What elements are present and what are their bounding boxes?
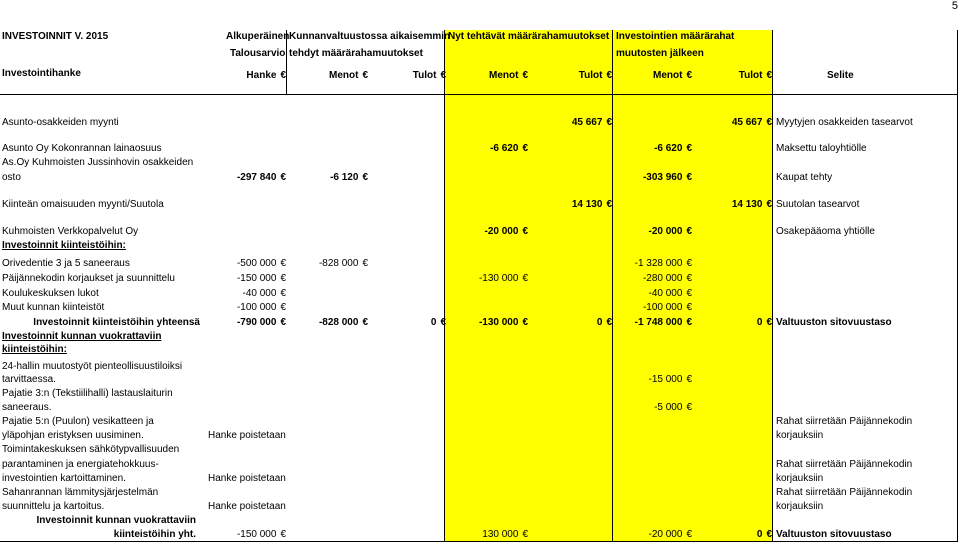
cell-menot-prev: -828 000 €: [318, 258, 368, 269]
header-menot-prev: Menot €: [328, 70, 368, 81]
cell-hanke: -297 840 €: [236, 172, 286, 183]
highlight-now-changes: [444, 30, 612, 542]
cell-note: korjauksiin: [776, 501, 824, 512]
header-menot-after: Menot €: [652, 70, 692, 81]
cell-note: Kaupat tehty: [776, 172, 833, 183]
page-number: 5: [951, 0, 958, 12]
cell-menot-after: -20 000 €: [648, 226, 692, 237]
cell-tulot-now: 45 667 €: [571, 117, 612, 128]
cell-note: Valtuuston sitovuustaso: [776, 317, 892, 328]
cell-menot-after: -40 000 €: [648, 288, 692, 299]
cell-hanke: Hanke poistetaan: [208, 473, 286, 484]
cell-hanke: -100 000 €: [236, 302, 286, 313]
row-name: Orivedentie 3 ja 5 saneeraus: [2, 258, 130, 269]
grid-line: [0, 541, 958, 542]
row-name: Asunto-osakkeiden myynti: [2, 117, 119, 128]
header-after-changes: muutosten jälkeen: [616, 48, 704, 59]
cell-menot-now: 130 000 €: [482, 529, 528, 540]
highlight-after-changes: [612, 30, 773, 542]
header-project: Investointihanke: [2, 68, 81, 79]
row-name: suunnittelu ja kartoitus.: [2, 501, 105, 512]
cell-tulot-after: 0 €: [756, 317, 772, 328]
header-made-changes: tehdyt määrärahamuutokset: [289, 48, 423, 59]
header-selite: Selite: [827, 70, 854, 81]
cell-menot-now: -130 000 €: [478, 273, 528, 284]
header-now-changes: Nyt tehtävät määrärahamuutokset: [448, 31, 610, 42]
cell-note: Rahat siirretään Päijännekodin: [776, 459, 913, 470]
cell-menot-after: -15 000 €: [648, 374, 692, 385]
row-name: Koulukeskuksen lukot: [2, 288, 99, 299]
row-sum-name: kiinteistöihin yht.: [113, 529, 196, 540]
cell-hanke: Hanke poistetaan: [208, 501, 286, 512]
cell-hanke: -150 000 €: [236, 273, 286, 284]
row-name: tarvittaessa.: [2, 374, 56, 385]
header-investment-appropriations: Investointien määrärahat: [616, 31, 735, 42]
cell-hanke: -40 000 €: [242, 288, 286, 299]
cell-note: Maksettu taloyhtiölle: [776, 143, 867, 154]
row-name: Kiinteän omaisuuden myynti/Suutola: [2, 199, 164, 210]
cell-note: Rahat siirretään Päijännekodin: [776, 487, 913, 498]
cell-note: Rahat siirretään Päijännekodin: [776, 416, 913, 427]
cell-menot-after: -303 960 €: [642, 172, 692, 183]
cell-tulot-now: 14 130 €: [571, 199, 612, 210]
cell-tulot-after: 14 130 €: [731, 199, 772, 210]
row-name: Pajatie 5:n (Puulon) vesikatteen ja: [2, 416, 154, 427]
row-name: Sahanrannan lämmitysjärjestelmän: [2, 487, 159, 498]
cell-menot-after: -280 000 €: [642, 273, 692, 284]
cell-menot-after: -1 328 000 €: [634, 258, 692, 269]
row-sum-name: Investoinnit kiinteistöihin yhteensä: [33, 317, 200, 328]
grid-line: [0, 94, 958, 95]
cell-tulot-prev: 0 €: [430, 317, 446, 328]
grid-line: [612, 30, 613, 542]
header-menot-now: Menot €: [488, 70, 528, 81]
grid-line: [772, 30, 773, 542]
cell-menot-prev: -828 000 €: [318, 317, 368, 328]
cell-tulot-after: 0 €: [756, 529, 772, 540]
cell-hanke: -790 000 €: [236, 317, 286, 328]
row-sum-name: Investoinnit kunnan vuokrattaviin: [36, 515, 196, 526]
cell-note: Myytyjen osakkeiden tasearvot: [776, 117, 913, 128]
cell-menot-now: -130 000 €: [478, 317, 528, 328]
cell-hanke: -500 000 €: [236, 258, 286, 269]
cell-menot-after: -5 000 €: [654, 402, 692, 413]
cell-hanke: -150 000 €: [236, 529, 286, 540]
cell-menot-now: -20 000 €: [484, 226, 528, 237]
cell-note: korjauksiin: [776, 473, 824, 484]
cell-tulot-after: 45 667 €: [731, 117, 772, 128]
row-name: investointien kartoittaminen.: [2, 473, 126, 484]
cell-menot-now: -6 620 €: [490, 143, 528, 154]
row-name: Muut kunnan kiinteistöt: [2, 302, 105, 313]
row-name: Kuhmoisten Verkkopalvelut Oy: [2, 226, 139, 237]
cell-menot-after: -20 000 €: [648, 529, 692, 540]
grid-line: [444, 30, 445, 542]
header-tulot-now: Tulot €: [578, 70, 612, 81]
section-heading: Investoinnit kunnan vuokrattaviin: [2, 331, 162, 342]
row-name: 24-hallin muutostyöt pienteollisuustiloiksi: [2, 361, 183, 372]
header-council-earlier: Kunnanvaltuustossa aikaisemmin: [289, 31, 451, 42]
section-heading: Investoinnit kiinteistöihin:: [2, 240, 126, 251]
cell-menot-after: -6 620 €: [654, 143, 692, 154]
cell-tulot-now: 0 €: [596, 317, 612, 328]
row-name: parantaminen ja energiatehokkuus-: [2, 459, 159, 470]
cell-note: Suutolan tasearvot: [776, 199, 860, 210]
row-name: As.Oy Kuhmoisten Jussinhovin osakkeiden: [2, 157, 194, 168]
cell-hanke: Hanke poistetaan: [208, 430, 286, 441]
row-name: osto: [2, 172, 21, 183]
row-name: saneeraus.: [2, 402, 52, 413]
header-original: Alkuperäinen: [226, 31, 290, 42]
header-budget: Talousarvio: [230, 48, 286, 59]
cell-menot-after: -100 000 €: [642, 302, 692, 313]
row-name: Päijännekodin korjaukset ja suunnittelu: [2, 273, 175, 284]
cell-note: Valtuuston sitovuustaso: [776, 529, 892, 540]
header-hanke: Hanke €: [246, 70, 286, 81]
grid-line: [957, 30, 958, 542]
row-name: Pajatie 3:n (Tekstiilihalli) lastauslaiturin: [2, 388, 173, 399]
section-heading: kiinteistöihin:: [2, 344, 67, 355]
sheet-title: INVESTOINNIT V. 2015: [2, 31, 109, 42]
cell-note: Osakepääoma yhtiölle: [776, 226, 875, 237]
cell-note: korjauksiin: [776, 430, 824, 441]
row-name: Asunto Oy Kokonrannan lainaosuus: [2, 143, 162, 154]
header-tulot-after: Tulot €: [738, 70, 772, 81]
cell-menot-after: -1 748 000 €: [634, 317, 692, 328]
row-name: yläpohjan eristyksen uusiminen.: [2, 430, 144, 441]
cell-menot-prev: -6 120 €: [330, 172, 368, 183]
row-name: Toimintakeskuksen sähkötурvallisuuden: [2, 444, 180, 455]
header-tulot-prev: Tulot €: [412, 70, 446, 81]
